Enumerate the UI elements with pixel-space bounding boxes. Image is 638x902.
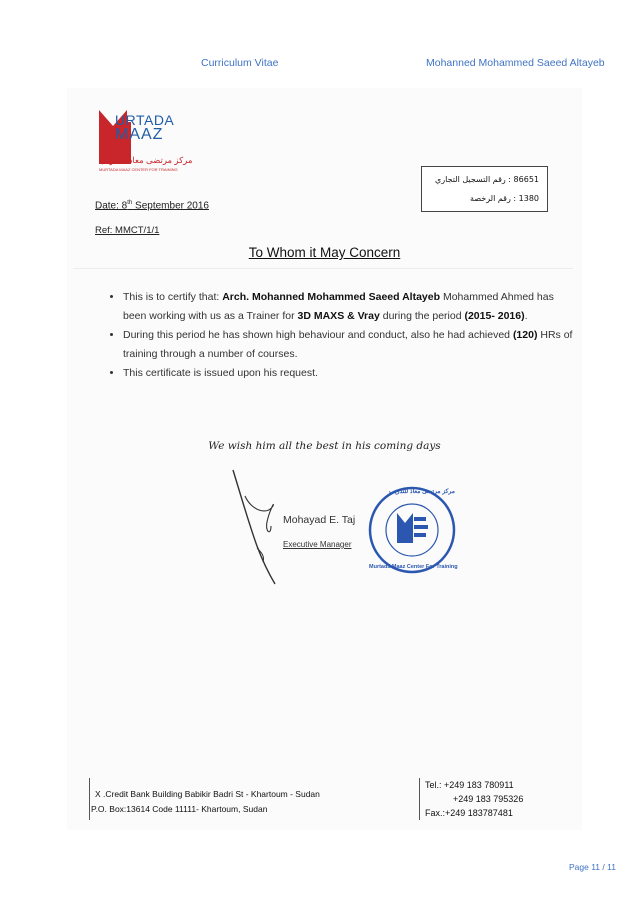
footer-divider-left (89, 778, 90, 820)
list-item: • This certificate is issued upon his request. (123, 364, 573, 383)
signer-name: Mohayad E. Taj (283, 514, 356, 526)
footer-divider-right (419, 778, 420, 820)
page-number: Page 11 / 11 (569, 862, 616, 872)
list-item: • This is to certify that: Arch. Mohanned Mohammed Saeed Altayeb Mohammed Ahmed has been working with us as a Trainer for 3D MAXS & Vray during the period (2015- 2016). (123, 288, 573, 326)
logo-english-small: MURTADA MAAZ CENTER FOR TRAINING (99, 167, 178, 172)
official-stamp-icon (367, 485, 457, 575)
footer-telephone: Tel.: +249 183 780911 (425, 780, 514, 790)
footer-address-line1: X .Credit Bank Building Babikir Badri St - Khartoum - Sudan (95, 789, 320, 799)
divider (73, 268, 573, 269)
certificate-body (109, 288, 573, 383)
stamp-english-text: Murtada Maaz Center For Training (369, 564, 458, 570)
logo-text-line2: MAAZ (115, 126, 164, 143)
letter-reference: Ref: MMCT/1/1 (95, 225, 160, 236)
footer-fax: Fax.:+249 183787481 (425, 808, 513, 818)
list-item: • During this period he has shown high behaviour and conduct, also he had achieved (120) HRs of training through a number of courses. (123, 326, 573, 364)
footer-address-line2: P.O. Box:13614 Code 11111- Khartoum, Sudan (91, 804, 268, 814)
page-header-left: Curriculum Vitae (201, 57, 279, 69)
commercial-registration: 86651 : رقم التسجيل التجاري (435, 175, 539, 184)
letter-date: Date: 8th September 2016 (95, 200, 209, 212)
certificate-scan (67, 88, 582, 830)
license-number: 1380 : رقم الرخصة (470, 194, 539, 203)
stamp-arabic-text: مركز مرتضى معاذ للتدريب (389, 489, 455, 495)
logo-text-line1: URTADA (115, 112, 175, 128)
registration-box (421, 166, 548, 212)
closing-wish: We wish him all the best in his coming days (208, 440, 441, 452)
page-header-right: Mohanned Mohammed Saeed Altayeb (426, 57, 605, 69)
signature-icon (227, 466, 297, 588)
footer-telephone-2: +249 183 795326 (453, 794, 524, 804)
signer-title: Executive Manager (283, 540, 352, 549)
logo-arabic-text: مركز مرتضى معاذ للتدريب (99, 155, 193, 165)
letter-title: To Whom it May Concern (248, 245, 401, 260)
